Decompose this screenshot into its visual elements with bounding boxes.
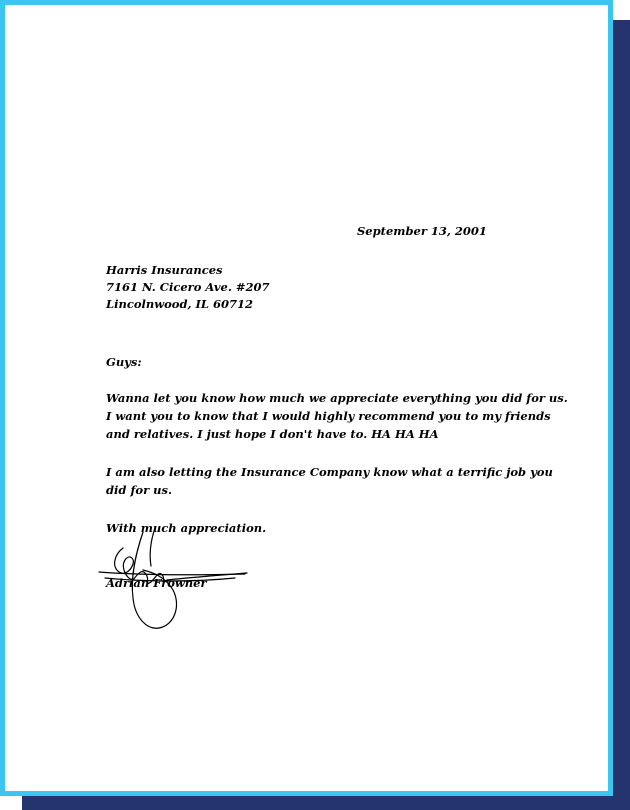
letter-content (5, 5, 608, 791)
body-line-5: did for us. (106, 483, 172, 497)
letter-date: September 13, 2001 (357, 224, 487, 238)
body-line-2: I want you to know that I would highly recommend you to my friends (106, 409, 551, 423)
body-line-3: and relatives. I just hope I don't have to. HA HA HA (106, 427, 439, 441)
recipient-city: Lincolnwood, IL 60712 (106, 297, 253, 311)
signer-name: Adrian Frowner (106, 576, 207, 590)
body-line-1: Wanna let you know how much we appreciate everything you did for us. (106, 391, 568, 405)
recipient-name: Harris Insurances (106, 263, 223, 277)
body-line-4: I am also letting the Insurance Company know what a terrific job you (106, 465, 553, 479)
recipient-street: 7161 N. Cicero Ave. #207 (106, 280, 270, 294)
salutation: Guys: (106, 355, 142, 369)
closing: With much appreciation. (106, 521, 267, 535)
